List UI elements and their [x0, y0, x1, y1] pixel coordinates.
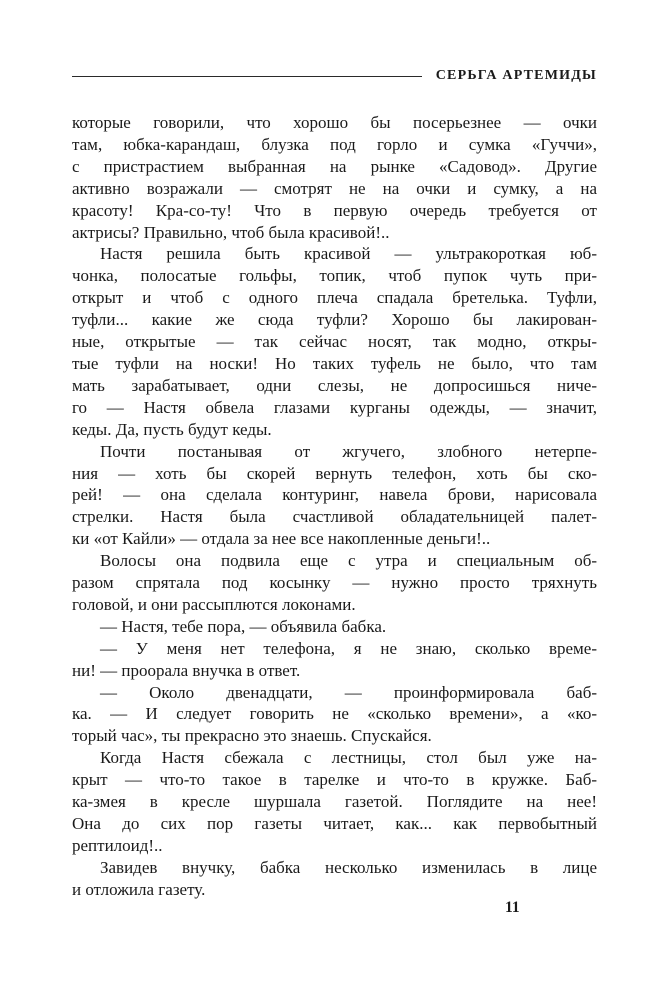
- text-line: мать зарабатывает, одни слезы, не допросишься ниче-: [72, 375, 597, 395]
- paragraph: [72, 112, 597, 243]
- text-line: го — Настя обвела глазами курганы одежды, — значит,: [72, 397, 597, 417]
- text-line: ни! — проорала внучка в ответ.: [72, 660, 301, 680]
- text-line: — Около двенадцати, — проинформировала баб-: [100, 682, 597, 702]
- text-line: чонка, полосатые гольфы, топик, чтоб пупок чуть при-: [72, 266, 597, 286]
- paragraph: [72, 682, 597, 748]
- paragraph: [72, 441, 597, 551]
- text-line: Почти постанывая от жгучего, злобного нетерпе-: [100, 441, 597, 461]
- text-line: Завидев внучку, бабка несколько изменилась в лице: [100, 857, 597, 877]
- text-line: Она до сих пор газеты читает, как... как первобытный: [72, 814, 597, 833]
- paragraph: [72, 243, 597, 440]
- text-line: головой, и они рассыплются локонами.: [72, 594, 356, 614]
- paragraph: [72, 638, 597, 682]
- text-line: Волосы она подвила еще с утра и специальным об-: [100, 551, 597, 571]
- text-line: ки «от Кайли» — отдала за нее все накопленные деньги!..: [72, 529, 491, 549]
- text-line: ка. — И следует говорить не «сколько времени», а «ко-: [72, 704, 597, 724]
- text-line: там, юбка-карандаш, блузка под горло и сумка «Гуччи»,: [72, 134, 597, 154]
- text-line: активно возражали — смотрят не на очки и сумку, а на: [72, 178, 597, 198]
- text-line: рей! — она сделала контуринг, навела брови, нарисовала: [72, 485, 597, 505]
- text-line: — У меня нет телефона, я не знаю, сколько време-: [100, 638, 597, 658]
- text-line: и отложила газету.: [72, 879, 206, 899]
- text-line: Когда Настя сбежала с лестницы, стол был уже на-: [100, 748, 597, 768]
- text-line: торый час», ты прекрасно это знаешь. Спускайся.: [72, 726, 432, 746]
- text-line: ния — хоть бы скорей вернуть телефон, хоть бы ско-: [72, 463, 597, 483]
- text-line: красоту! Кра-со-ту! Что в первую очередь требуется от: [72, 200, 597, 220]
- page-body: [72, 112, 597, 901]
- text-line: кеды. Да, пусть будут кеды.: [72, 419, 272, 439]
- paragraph: [72, 550, 597, 616]
- text-line: разом спрятала под косынку — нужно просто тряхнуть: [72, 573, 597, 593]
- text-line: стрелки. Настя была счастливой обладательницей палет-: [72, 507, 597, 527]
- text-line: с пристрастием выбранная на рынке «Садовод». Другие: [72, 156, 597, 176]
- text-line: тые туфли на носки! Но таких туфель не было, что там: [72, 353, 597, 373]
- text-line: рептилоид!..: [72, 835, 163, 855]
- text-line: туфли... какие же сюда туфли? Хорошо бы лакирован-: [72, 310, 597, 330]
- text-line: Настя решила быть красивой — ультракороткая юб-: [100, 244, 597, 264]
- paragraph: [72, 857, 597, 901]
- text-line: открыт и чтоб с одного плеча спадала бретелька. Туфли,: [72, 288, 597, 308]
- running-head-title: СЕРЬГА АРТЕМИДЫ: [435, 68, 597, 83]
- text-line: ные, открытые — так сейчас носят, так модно, откры-: [72, 332, 597, 352]
- text-line: которые говорили, что хорошо бы посерьезнее — очки: [72, 113, 597, 132]
- text-line: — Настя, тебе пора, — объявила бабка.: [100, 616, 387, 636]
- page-header: [72, 68, 597, 84]
- text-line: ка-змея в кресле шуршала газетой. Поглядите на нее!: [72, 792, 597, 812]
- page-number: 11: [505, 899, 520, 916]
- paragraph: [72, 747, 597, 857]
- header-rule: [72, 76, 422, 77]
- text-line: актрисы? Правильно, чтоб была красивой!..: [72, 222, 390, 242]
- paragraph: [72, 616, 597, 638]
- text-line: крыт — что-то такое в тарелке и что-то в кружке. Баб-: [72, 770, 597, 790]
